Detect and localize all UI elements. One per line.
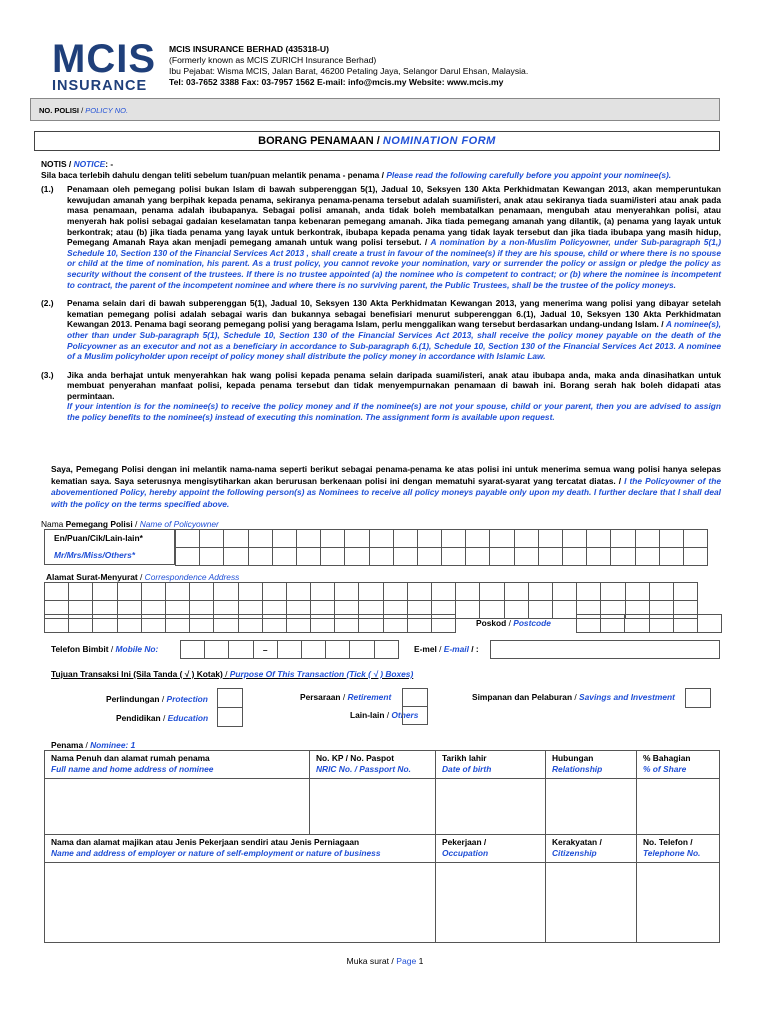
- declaration: [51, 464, 721, 510]
- purpose-option-sep: /: [340, 692, 348, 702]
- header-label-ms: Kerakyatan /: [552, 837, 602, 847]
- mobile-label: [51, 644, 158, 654]
- header-label-en: Date of birth: [442, 764, 492, 774]
- policyowner-name-grid[interactable]: [175, 529, 708, 566]
- header-label-en: Relationship: [552, 764, 603, 774]
- notice-label-ms: NOTIS: [41, 159, 67, 169]
- header-label-en: NRIC No. / Passport No.: [316, 764, 411, 774]
- email-field[interactable]: [490, 640, 720, 659]
- header-label-ms: No. Telefon /: [643, 837, 693, 847]
- policyowner-label-ms: Pemegang Polisi: [65, 519, 133, 529]
- policy-number-field[interactable]: [30, 98, 720, 121]
- notice-item-number: (1.): [41, 184, 54, 195]
- purpose-option-en: Retirement: [347, 692, 392, 702]
- purpose-option-en: Savings and Investment: [579, 692, 675, 702]
- purpose-option-sep: /: [160, 713, 168, 723]
- header-label-en: Occupation: [442, 848, 489, 858]
- form-title-en: NOMINATION FORM: [382, 135, 496, 147]
- mobile-label-sep: /: [110, 644, 116, 654]
- form-title: [34, 131, 720, 151]
- address-label: [46, 572, 239, 582]
- postcode-label-en: Postcode: [513, 618, 551, 628]
- purpose-label-ms: Tujuan Transaksi Ini (Sila Tanda ( √ ) Kotak): [51, 669, 223, 679]
- declaration-en: I the Policyowner of the abovementioned Policy, hereby appoint the following person(s) as Nominees to receive all policy moneys payable only upon my death. I further declare that I shall deal with the policy on the terms specified above.: [51, 475, 721, 509]
- footer-label-en: Page: [396, 956, 417, 966]
- policyowner-label-sep: /: [132, 519, 140, 529]
- policy-no-label-en: POLICY NO.: [85, 106, 129, 115]
- notice-item-text-en: A nominee(s), other than under Sub-paragraph 5(1), Schedule 10, Section 130 of the Financial Services Act 2013, shall receive the policy money payable on the death of the Policyowner as an executor and not as a beneficiary in accordance to Sub-paragraph 6.(1), Schedule 10, Section 130 of the Financial Services Act 2013. A nominee of a Muslim policyholder upon receipt of policy money shall distribute the policy money in accordance with Islamic Law.: [67, 319, 721, 362]
- notice-item-text-ms: Jika anda berhajat untuk menyerahkan hak wang polisi kepada penama selain daripada suami/isteri, anak atau ibubapa anda, maka anda dinasihatkan untuk membuat penyerahan manfaat polisi, kepada penama tersebut dan tidak menyempurnakan penamaan di bawah ini. Borang serah hak boleh didapati atas permintaan.: [67, 369, 721, 401]
- relationship-input[interactable]: [546, 779, 637, 835]
- purpose-option-savings: [472, 692, 675, 702]
- notice-item-text-en: If your intention is for the nominee(s) to receive the policy money and if the nominee(s) are not your spouse, child or your parent, then you are advised to assign the policy benefits to the nominee(s) instead of executing this nomination. The assignment form is available upon request.: [67, 401, 721, 423]
- policyowner-name-label: [41, 519, 219, 529]
- header-nric: [310, 751, 436, 779]
- education-checkbox[interactable]: [217, 707, 243, 727]
- notice-label-en: NOTICE: [73, 159, 106, 169]
- mcis-logo: [52, 37, 156, 94]
- company-formerly: (Formerly known as MCIS ZURICH Insurance Berhad): [169, 55, 377, 65]
- nominee-label-ms: Penama: [51, 740, 84, 750]
- header-label-ms: Hubungan: [552, 753, 594, 763]
- purpose-label: [51, 669, 413, 679]
- email-label-en: E-mail: [443, 644, 469, 654]
- notice-item: [41, 184, 721, 290]
- header-share: [637, 751, 720, 779]
- protection-checkbox[interactable]: [217, 688, 243, 708]
- header-citizenship: [546, 835, 637, 863]
- nominee-label-sep: /: [83, 740, 91, 750]
- title-label-ms: En/Puan/Cik/Lain-lain*: [54, 533, 143, 543]
- purpose-option-ms: Pendidikan: [116, 713, 161, 723]
- policy-no-sep: /: [79, 106, 86, 115]
- telephone-input[interactable]: [637, 863, 720, 943]
- notice-intro-en: Please read the following carefully before you appoint your nominee(s).: [386, 169, 672, 180]
- full-name-input[interactable]: [45, 779, 310, 835]
- purpose-label-sep: /: [222, 669, 230, 679]
- header-label-ms: No. KP / No. Paspot: [316, 753, 395, 763]
- occupation-input[interactable]: [436, 863, 546, 943]
- purpose-option-en: Others: [391, 710, 419, 720]
- header-occupation: [436, 835, 546, 863]
- nominee-input-row: [45, 779, 720, 835]
- notice-item: [41, 370, 721, 423]
- policy-no-label-ms: NO. POLISI: [39, 106, 80, 115]
- email-label-suffix: / :: [468, 644, 479, 654]
- email-label: [414, 644, 479, 654]
- share-input[interactable]: [637, 779, 720, 835]
- purpose-option-protection: [106, 694, 208, 704]
- mobile-label-ms: Telefon Bimbit: [51, 644, 111, 654]
- notice-sep: /: [66, 159, 74, 169]
- policyowner-label-en: Name of Policyowner: [139, 519, 219, 529]
- header-relationship: [546, 751, 637, 779]
- citizenship-input[interactable]: [546, 863, 637, 943]
- header-label-en: % of Share: [643, 764, 687, 774]
- header-employer: [45, 835, 436, 863]
- title-label-en: Mr/Mrs/Miss/Others*: [54, 550, 135, 560]
- header-label-en: Citizenship: [552, 848, 597, 858]
- nric-input[interactable]: [310, 779, 436, 835]
- purpose-option-retirement: [300, 692, 391, 702]
- postcode-label: [476, 618, 551, 628]
- purpose-option-ms: Simpanan dan Pelaburan: [472, 692, 573, 702]
- postcode-label-sep: /: [506, 618, 514, 628]
- title-select-box[interactable]: [44, 529, 175, 565]
- company-header: [169, 44, 528, 88]
- purpose-option-sep: /: [384, 710, 392, 720]
- mobile-dash: –: [253, 641, 277, 659]
- form-title-ms: BORANG PENAMAAN: [258, 135, 374, 147]
- nominee-label-en: Nominee: 1: [90, 740, 136, 750]
- footer-sep: /: [389, 956, 397, 966]
- header-label-en: Full name and home address of nominee: [51, 764, 214, 774]
- logo-sub-text: INSURANCE: [52, 78, 148, 94]
- notice-item-text-ms: Penama selain dari di bawah subperenggan 5(1), Jadual 10, Seksyen 130 Akta Perkhidmatan Kewangan 2013, yang menerima wang polisi yang dibayar setelah kematian pemegang polisi adalah sebagai waris dan bukannya sebagai benefisiari menurut subperenggan 6.(1), Jadual 10, Seksyen 130 Akta Perkhidmatan Kewangan 2013. Penama bagi seorang pemegang polisi yang beragama Islam, perlu menggalikan wang tersebut berdasarkan undang-undang Islam. /: [67, 298, 721, 330]
- header-label-ms: Pekerjaan /: [442, 837, 487, 847]
- purpose-option-sep: /: [159, 694, 167, 704]
- company-address: Ibu Pejabat: Wisma MCIS, Jalan Barat, 46200 Petaling Jaya, Selangor Darul Ehsan, Malaysia.: [169, 66, 529, 76]
- header-full-name: [45, 751, 310, 779]
- policyowner-label-pre: Nama: [41, 519, 66, 529]
- savings-checkbox[interactable]: [685, 688, 711, 708]
- footer-label-ms: Muka surat: [346, 956, 390, 966]
- notice-section: [41, 159, 721, 423]
- header-label-ms: Tarikh lahir: [442, 753, 487, 763]
- nominee-label: [51, 740, 135, 750]
- purpose-option-ms: Lain-lain: [350, 710, 385, 720]
- mobile-label-en: Mobile No:: [115, 644, 159, 654]
- mobile-grid[interactable]: [180, 640, 399, 659]
- nominee-header-row: [45, 751, 720, 779]
- header-telephone: [637, 835, 720, 863]
- email-label-ms: E-mel: [414, 644, 437, 654]
- nominee-table-1: [44, 750, 720, 943]
- others-checkbox[interactable]: [402, 706, 428, 725]
- purpose-option-ms: Perlindungan: [106, 694, 160, 704]
- address-label-en: Correspondence Address: [144, 572, 240, 582]
- header-label-en: Name and address of employer or nature of self-employment or nature of business: [51, 848, 381, 858]
- purpose-option-education: [116, 713, 208, 723]
- notice-suffix: : -: [105, 159, 114, 169]
- header-label-ms: Nama Penuh dan alamat rumah penama: [51, 753, 210, 763]
- header-label-ms: Nama dan alamat majikan atau Jenis Pekerjaan sendiri atau Jenis Perniagaan: [51, 837, 360, 847]
- employer-input[interactable]: [45, 863, 436, 943]
- notice-item-number: (2.): [41, 298, 54, 309]
- address-label-sep: /: [137, 572, 145, 582]
- purpose-option-sep: /: [572, 692, 580, 702]
- postcode-grid[interactable]: [576, 614, 722, 633]
- notice-item-number: (3.): [41, 369, 54, 380]
- header-dob: [436, 751, 546, 779]
- notice-item-text-en: A nomination by a non-Muslim Policyowner, under Sub-paragraph 5(1,) Schedule 10, Section 130 of the Financial Services Act 2013 , shall create a trust in favour of the nominee(s) if they are his spouse, child or where there is no spouse or child at the time of nomination, his parent. As a trust policy, you cannot revoke your nomination, vary or surrender the policy or assign or pledge the policy as security without the consent of the trustees. If there is no trustee appointed (a) the nominee who is competent to contract; or (b) where the nominee is incompetent to contract, the parent of the incompetent nominee and where there is no surviving parent, the Public Trustees, shall be the trustee of the policy moneys.: [67, 237, 722, 290]
- retirement-checkbox[interactable]: [402, 688, 428, 707]
- nominee-header-row-2: [45, 835, 720, 863]
- company-contact: Tel: 03-7652 3388 Fax: 03-7957 1562 E-mail: info@mcis.my Website: www.mcis.my: [169, 77, 504, 87]
- header-label-ms: % Bahagian: [643, 753, 691, 763]
- logo-main-text: MCIS: [52, 37, 156, 81]
- email-label-sep: /: [436, 644, 444, 654]
- address-grid-line3[interactable]: [44, 614, 456, 633]
- header-label-en: Telephone No.: [643, 848, 701, 858]
- page-footer: [0, 956, 770, 966]
- address-label-ms: Alamat Surat-Menyurat: [46, 572, 138, 582]
- footer-page-number: 1: [416, 956, 424, 966]
- purpose-option-ms: Persaraan: [300, 692, 341, 702]
- form-title-sep: /: [373, 135, 383, 147]
- company-name: MCIS INSURANCE BERHAD (435318-U): [169, 44, 329, 54]
- notice-item: [41, 298, 721, 362]
- declaration-ms: Saya, Pemegang Polisi dengan ini melantik nama-nama seperti berikut sebagai penama-penama ke atas polisi ini untuk menerima semua wang polisi hanya selepas kematian saya. Saya seterusnya mengisytiharkan akan berurusan berkenaan polisi ini dengan mematuhi syarat-syarat yang tercatat diatas. /: [51, 464, 721, 486]
- dob-input[interactable]: [436, 779, 546, 835]
- nominee-input-row-2: [45, 863, 720, 943]
- notice-intro-ms: Sila baca terlebih dahulu dengan teliti sebelum tuan/puan melantik penama - penama /: [41, 169, 387, 180]
- notice-item-text-ms: Penamaan oleh pemegang polisi bukan Islam di bawah subperenggan 5(1), Jadual 10, Seksyen 130 Akta Perkhidmatan Kewangan 2013, akan memperuntukan kewujudan amanah yang berpihak kepada penama, sekiranya penama-penama tersebut adalah suami/isteri, anak atau sekiranya tiada suami/isteri atau anak pada masa penamaan, penama adalah ibubapanya. Sebagai polisi amanah, anda tidak boleh membatalkan penamaan, mengubah atau menyerahkan polisi, atau menyerah hak polisi sebagai gadaian keselamatan tanpa kebenaran pemegang amanah. Jika tiada pemegang amanah yang dilantik, (a) penama yang layak untuk berkontrak; atau (b) jika tiada penama yang layak untuk berkontrak, ibubapa kepada penama yang tidak layak tersebut dan jika tiada ibubapa yang masih hidup, Pemegang Amanah Raya akan menjadi pemegang amanah untuk wang polisi tersebut. /: [67, 184, 721, 248]
- purpose-option-en: Protection: [166, 694, 208, 704]
- purpose-option-en: Education: [167, 713, 209, 723]
- postcode-label-ms: Poskod: [476, 618, 507, 628]
- purpose-label-en: Purpose Of This Transaction (Tick ( √ ) Boxes): [229, 669, 414, 679]
